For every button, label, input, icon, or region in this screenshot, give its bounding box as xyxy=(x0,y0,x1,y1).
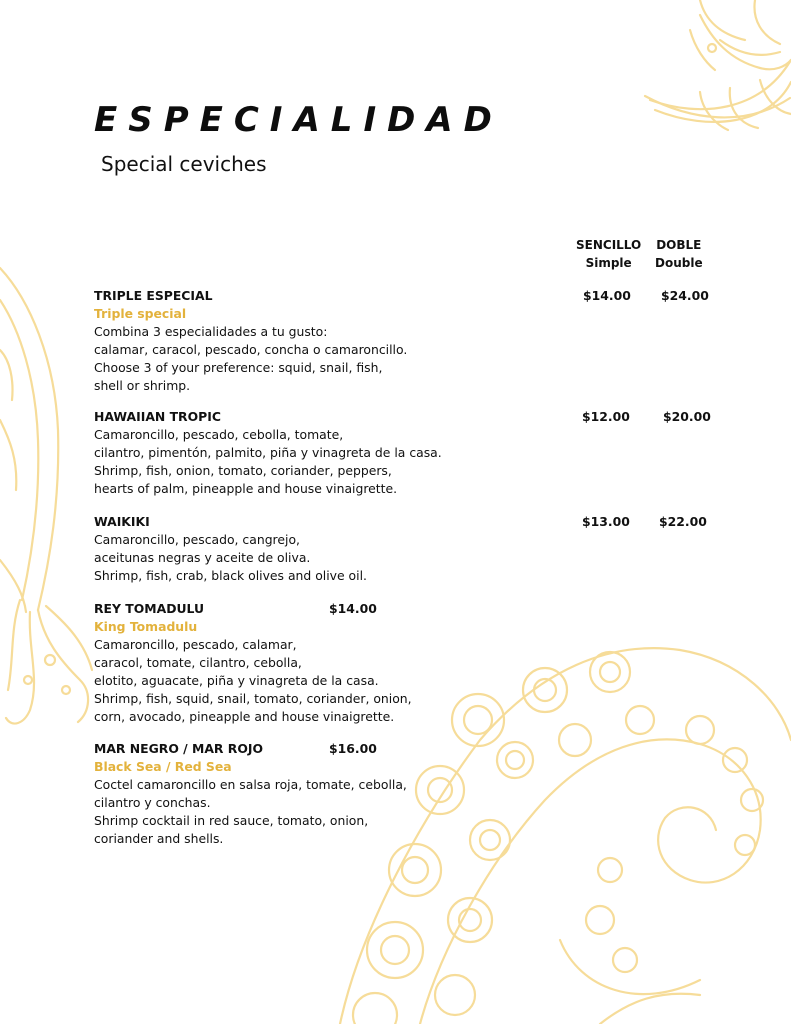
price-simple: $14.00 xyxy=(583,288,631,303)
item-description-line: Camaroncillo, pescado, calamar, xyxy=(94,637,297,652)
menu-item-waikiki xyxy=(94,513,367,585)
price: $16.00 xyxy=(329,741,377,756)
item-subtitle: Black Sea / Red Sea xyxy=(94,759,232,774)
item-description-line: Combina 3 especialidades a tu gusto: xyxy=(94,324,328,339)
item-name: MAR NEGRO / MAR ROJO xyxy=(94,741,263,756)
item-name: HAWAIIAN TROPIC xyxy=(94,409,221,424)
column-label-en: Double xyxy=(655,256,703,270)
menu-item-triple-especial xyxy=(94,287,407,395)
item-description-line: caracol, tomate, cilantro, cebolla, xyxy=(94,655,302,670)
item-description-line: shell or shrimp. xyxy=(94,378,191,393)
item-description-line: Shrimp cocktail in red sauce, tomato, onion, xyxy=(94,813,369,828)
item-name: TRIPLE ESPECIAL xyxy=(94,288,213,303)
item-description-line: Camaroncillo, pescado, cangrejo, xyxy=(94,532,300,547)
item-description-line: elotito, aguacate, piña y vinagreta de la casa. xyxy=(94,673,379,688)
item-description-line: Coctel camaroncillo en salsa roja, tomate, cebolla, xyxy=(94,777,407,792)
item-description-line: Shrimp, fish, crab, black olives and olive oil. xyxy=(94,568,367,583)
page-title: ESPECIALIDAD xyxy=(94,100,503,140)
item-description-line: cilantro, pimentón, palmito, piña y vinagreta de la casa. xyxy=(94,445,442,460)
item-description-line: Shrimp, fish, onion, tomato, coriander, peppers, xyxy=(94,463,392,478)
item-subtitle: King Tomadulu xyxy=(94,619,198,634)
column-label: SENCILLO xyxy=(576,238,642,252)
item-description-line: Shrimp, fish, squid, snail, tomato, coriander, onion, xyxy=(94,691,412,706)
column-label-en: Simple xyxy=(585,256,632,270)
column-header-double xyxy=(655,236,703,272)
shrimp-illustration xyxy=(645,0,791,130)
item-description-line: Camaroncillo, pescado, cebolla, tomate, xyxy=(94,427,344,442)
menu-item-hawaiian-tropic xyxy=(94,408,442,498)
item-name: WAIKIKI xyxy=(94,514,150,529)
price: $14.00 xyxy=(329,601,377,616)
item-description-line: calamar, caracol, pescado, concha o camaroncillo. xyxy=(94,342,408,357)
item-description-line: corn, avocado, pineapple and house vinaigrette. xyxy=(94,709,395,724)
column-header-simple xyxy=(576,236,641,272)
item-description-line: aceitunas negras y aceite de oliva. xyxy=(94,550,311,565)
item-name: REY TOMADULU xyxy=(94,601,205,616)
column-label: DOBLE xyxy=(656,238,702,252)
page-subtitle: Special ceviches xyxy=(101,152,267,176)
price-double: $20.00 xyxy=(663,409,711,424)
item-description-line: coriander and shells. xyxy=(94,831,224,846)
item-description-line: Choose 3 of your preference: squid, snail, fish, xyxy=(94,360,383,375)
price-double: $24.00 xyxy=(661,288,709,303)
squid-illustration xyxy=(0,268,92,724)
price-simple: $12.00 xyxy=(582,409,630,424)
menu-item-rey-tomadulu xyxy=(94,600,412,726)
item-description-line: cilantro y conchas. xyxy=(94,795,211,810)
item-subtitle: Triple special xyxy=(94,306,187,321)
item-description-line: hearts of palm, pineapple and house vinaigrette. xyxy=(94,481,398,496)
price-double: $22.00 xyxy=(659,514,707,529)
price-simple: $13.00 xyxy=(582,514,630,529)
